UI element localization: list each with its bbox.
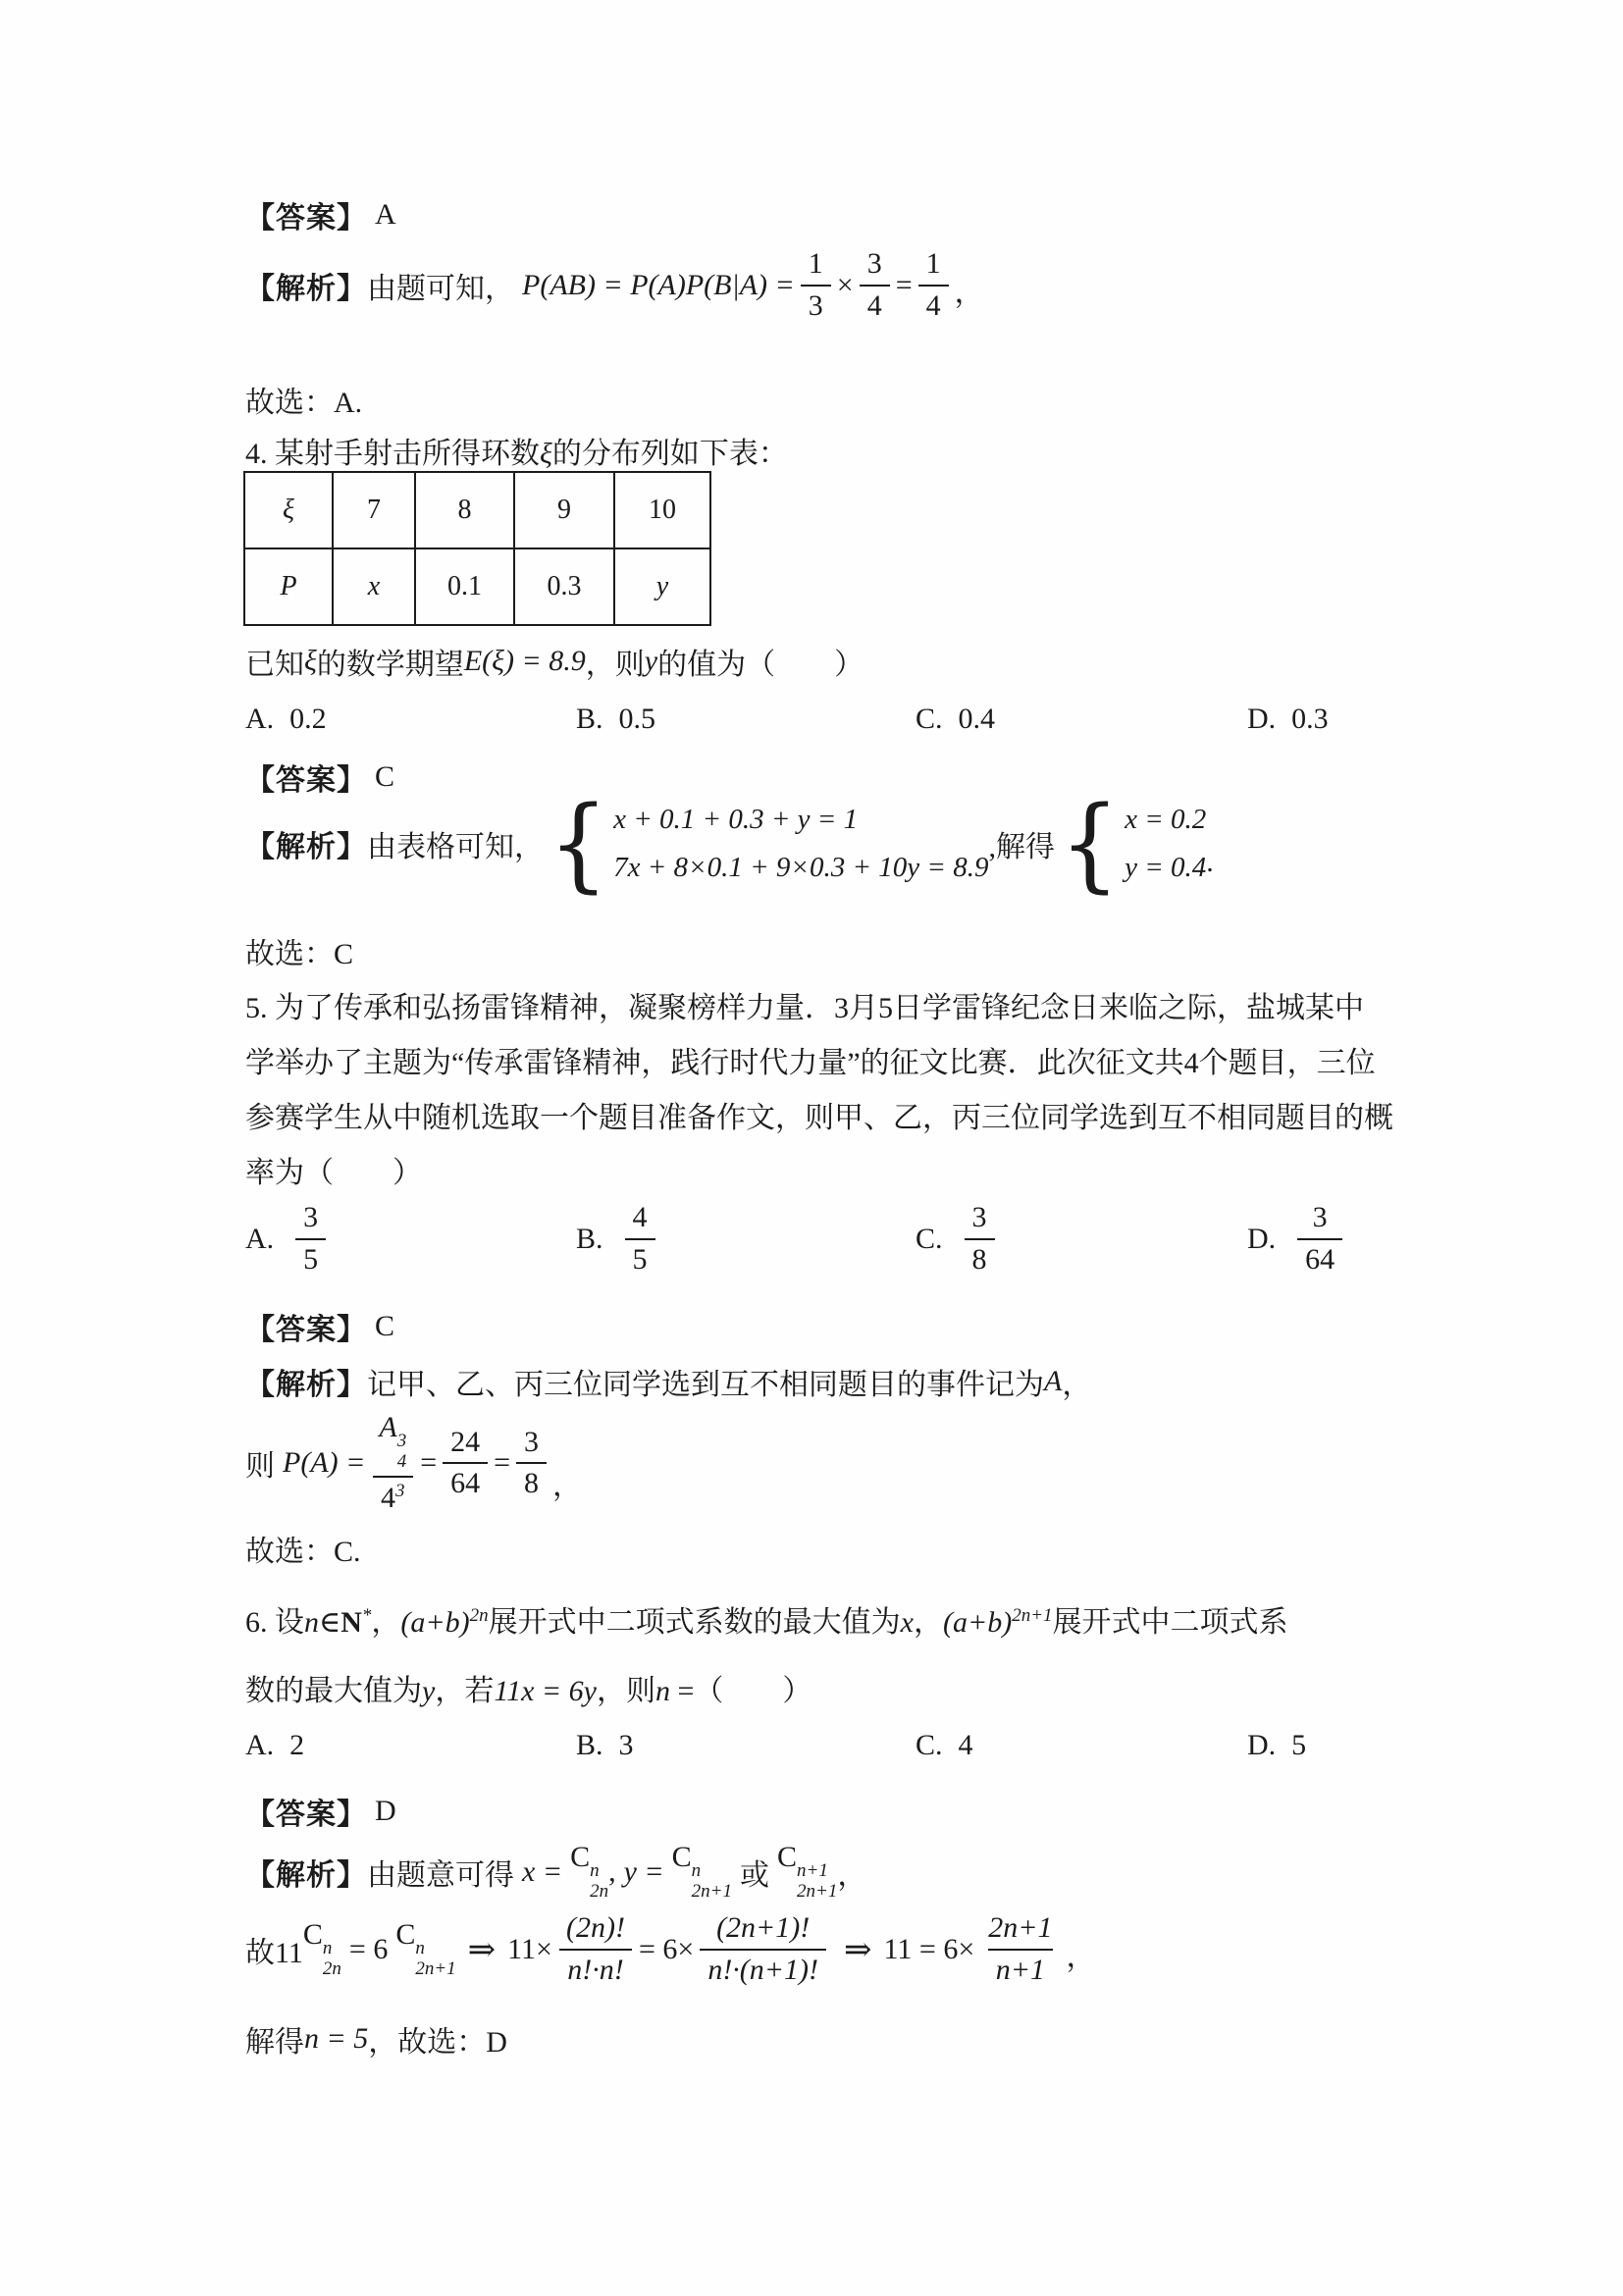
option-key: B.	[576, 1729, 603, 1761]
option-value: 0.3	[1291, 703, 1329, 735]
base: C	[570, 1841, 591, 1873]
table-cell: 7	[333, 472, 415, 548]
math-run: 11x = 6y	[494, 1675, 597, 1707]
solution-label: 【解析】	[245, 831, 367, 863]
text-run: 的分布列如下表：	[551, 438, 788, 470]
option-c	[916, 703, 995, 736]
text-run: 由题可知，	[367, 272, 514, 305]
math-run: E(ξ) = 8.9	[463, 645, 586, 677]
text-run: 由题意可得	[367, 1858, 514, 1892]
table-cell: ξ	[244, 472, 333, 548]
equals-sign: =	[494, 1446, 511, 1480]
answer-label: 【答案】	[245, 764, 367, 797]
table-row	[244, 548, 710, 625]
superscript: n	[415, 1938, 425, 1959]
option-key: A.	[245, 703, 275, 735]
text-run: 4. 某射手射击所得环数	[245, 438, 540, 470]
text-run: 已知	[245, 649, 304, 681]
math-run: x =	[522, 1854, 563, 1888]
option-value: 0.5	[618, 703, 656, 735]
fraction-numerator: (2n+1)!	[716, 1911, 811, 1944]
text-run: 6. 设	[245, 1606, 304, 1639]
paragraph-line: 参赛学生从中随机选取一个题目准备作文，则甲、乙，丙三位同学选到互不相同题目的概	[245, 1102, 1393, 1134]
math-run: 11×	[507, 1932, 552, 1965]
paragraph-line: 率为（ ）	[245, 1157, 422, 1189]
base: C	[671, 1841, 692, 1873]
option-value: 5	[1291, 1729, 1307, 1761]
implies-arrow: ⇒	[467, 1931, 497, 1968]
table-cell: x	[333, 548, 415, 625]
paragraph-line: 学举办了主题为“传承雷锋精神，践行时代力量”的征文比赛．此次征文共4个题目，三位	[245, 1047, 1376, 1079]
paragraph-line	[245, 1582, 1288, 1657]
text-run: 记甲、乙、丙三位同学选到互不相同题目的事件记为	[367, 1369, 1044, 1401]
fraction	[516, 1426, 547, 1501]
fraction-denominator: 64	[443, 1462, 488, 1501]
answer-label: 【答案】	[245, 1314, 367, 1346]
paragraph-line: 5. 为了传承和弘扬雷锋精神，凝聚榜样力量．3月5日学雷锋纪念日来临之际，盐城某中	[245, 992, 1364, 1024]
q4-conclusion: 故选：C	[245, 938, 354, 970]
option-value: 0.4	[958, 703, 996, 735]
q3-answer-line	[245, 193, 396, 236]
equals-sign: =	[895, 268, 913, 301]
fraction-numerator: 3	[303, 1201, 319, 1233]
equation: 7x + 8×0.1 + 9×0.3 + 10y = 8.9	[613, 852, 989, 883]
math-run: n = 5	[304, 2022, 369, 2055]
script-stack	[397, 1432, 407, 1473]
solution-label: 【解析】	[245, 1369, 367, 1401]
fraction-denominator: 64	[1297, 1238, 1342, 1278]
math-run: (a+b)	[942, 1606, 1013, 1639]
table-cell: 0.1	[415, 548, 514, 625]
option-d	[1247, 1201, 1348, 1277]
solution-label: 【解析】	[245, 272, 367, 305]
fraction	[918, 247, 949, 323]
math-run: x	[900, 1606, 914, 1639]
table-cell: 9	[514, 472, 614, 548]
fraction-denominator: 4	[860, 285, 890, 324]
math-run: y =	[623, 1854, 664, 1888]
answer-value: C	[375, 760, 395, 793]
fraction-denominator: 5	[295, 1238, 326, 1278]
table-cell: y	[614, 548, 710, 625]
option-value: 0.2	[289, 703, 327, 735]
math-run: y	[644, 645, 658, 677]
fraction-denominator: n!·(n+1)!	[700, 1949, 826, 1988]
script-stack	[415, 1939, 455, 1980]
base: C	[302, 1917, 323, 1951]
option-key: D.	[1247, 1222, 1277, 1255]
script-stack	[692, 1861, 732, 1903]
equals-sign: =	[420, 1446, 438, 1480]
fraction	[295, 1201, 326, 1277]
fraction	[443, 1426, 488, 1501]
base: 4	[381, 1482, 396, 1515]
option-a	[245, 703, 327, 736]
comma: ，	[954, 277, 984, 309]
q6-solution-intro	[245, 1841, 866, 1903]
text-run: 或	[739, 1858, 769, 1892]
fraction-numerator: 3	[1312, 1201, 1328, 1233]
text-run: ，若	[435, 1675, 495, 1707]
table-cell: 0.3	[514, 548, 614, 625]
equation: x + 0.1 + 0.3 + y = 1	[613, 804, 859, 835]
q5-stem	[245, 981, 1393, 1201]
fraction	[558, 1911, 633, 1987]
text-run: 解得	[245, 2026, 304, 2059]
fraction-denominator: 4	[918, 285, 949, 324]
answer-value: D	[375, 1795, 396, 1827]
q6-stem	[245, 1582, 1288, 1726]
q5-solution-formula	[245, 1411, 582, 1516]
option-key: C.	[916, 1729, 943, 1761]
superscript: *	[361, 1605, 372, 1626]
math-run: y	[422, 1675, 436, 1707]
option-key: A.	[245, 1222, 275, 1255]
subscript: 2n+1	[797, 1881, 838, 1903]
q6-conclusion	[245, 2017, 507, 2061]
fraction-denominator: n!·n!	[559, 1949, 631, 1988]
text-run: 展开式中二项式系数的最大值为	[488, 1606, 901, 1639]
q4-condition	[245, 640, 864, 683]
comma: ，	[1066, 1941, 1096, 1973]
fraction-denominator	[373, 1476, 413, 1516]
math-run: = 6×	[638, 1932, 695, 1965]
comma: ,	[608, 1854, 616, 1888]
math-run: ξ	[540, 438, 552, 470]
math-run: 11 = 6×	[883, 1932, 975, 1965]
fraction	[860, 247, 890, 323]
equation-system	[613, 804, 988, 884]
option-d	[1247, 1729, 1306, 1762]
text-run: 数的最大值为	[245, 1675, 422, 1707]
equation-system	[1125, 804, 1206, 884]
math-run: = 6	[348, 1932, 389, 1965]
q3-solution-line	[245, 247, 984, 323]
paragraph-line	[245, 1657, 1288, 1726]
fraction	[700, 1911, 826, 1987]
q5-solution-intro	[245, 1360, 1091, 1403]
superscript: 2n+1	[1012, 1605, 1053, 1626]
fraction-denominator: 5	[625, 1238, 655, 1278]
option-key: D.	[1247, 1729, 1277, 1761]
fraction-numerator: 3	[971, 1201, 987, 1233]
option-c	[916, 1729, 973, 1762]
subscript: 2n+1	[415, 1958, 456, 1980]
answer-value: A	[375, 198, 396, 231]
superscript: n+1	[797, 1860, 828, 1882]
option-a	[245, 1729, 304, 1762]
q4-solution-line	[245, 784, 1214, 904]
option-value: 2	[289, 1729, 305, 1761]
fraction	[980, 1911, 1060, 1987]
fraction	[1297, 1201, 1342, 1277]
q3-conclusion: 故选：A.	[245, 387, 363, 419]
base: C	[395, 1917, 416, 1951]
fraction	[965, 1201, 995, 1277]
option-b	[576, 1729, 634, 1762]
option-key: A.	[245, 1729, 275, 1761]
times-sign: ×	[836, 268, 854, 301]
fraction-numerator: 1	[925, 247, 941, 280]
table-cell: 8	[415, 472, 514, 548]
equation: x = 0.2	[1125, 804, 1207, 835]
fraction-numerator	[371, 1411, 414, 1476]
option-d	[1247, 703, 1329, 736]
option-a	[245, 1201, 332, 1277]
binomial-coefficient	[303, 1918, 341, 1980]
superscript: 2n	[469, 1605, 489, 1626]
q5-answer-line	[245, 1305, 394, 1348]
table-row	[244, 472, 710, 548]
script-stack	[323, 1939, 341, 1980]
binomial-coefficient	[395, 1918, 455, 1980]
fraction-denominator: 8	[516, 1462, 547, 1501]
math-run: N	[340, 1606, 362, 1639]
equation: y = 0.4	[1125, 852, 1207, 883]
math-run: (a+b)	[400, 1606, 470, 1639]
option-key: B.	[576, 703, 603, 735]
subscript: 4	[396, 1451, 407, 1473]
fraction-numerator: 1	[808, 247, 823, 280]
perm-base: A	[379, 1411, 397, 1443]
option-c	[916, 1201, 1001, 1277]
option-value: 3	[618, 1729, 634, 1761]
option-b	[576, 703, 655, 736]
fraction	[371, 1411, 414, 1516]
fraction-numerator: 3	[524, 1425, 540, 1458]
script-stack	[797, 1861, 837, 1903]
superscript: n	[691, 1860, 702, 1882]
superscript: 3	[395, 1481, 405, 1502]
fraction-denominator: n+1	[988, 1949, 1053, 1988]
fraction-numerator: 4	[632, 1201, 648, 1233]
text-run: ，则	[585, 649, 645, 681]
option-key: D.	[1247, 703, 1277, 735]
option-key: B.	[576, 1222, 603, 1255]
q5-conclusion: 故选：C.	[245, 1536, 361, 1568]
text-run: 展开式中二项式系	[1052, 1606, 1288, 1639]
q5-options	[245, 1201, 1384, 1291]
q6-options	[245, 1729, 1384, 1770]
answer-value: C	[375, 1310, 395, 1342]
binomial-coefficient	[777, 1841, 837, 1903]
text-run: 故11	[245, 1936, 303, 1969]
fraction-denominator: 3	[801, 285, 831, 324]
subscript: 2n	[322, 1958, 341, 1980]
text-run: ，	[913, 1606, 943, 1639]
math-run: P(AB) = P(A)P(B|A) =	[522, 268, 795, 301]
solution-label: 【解析】	[245, 1858, 367, 1892]
superscript: 3	[396, 1431, 407, 1452]
period: .	[1206, 846, 1214, 878]
text-run: ，则	[596, 1675, 655, 1707]
subscript: 2n	[590, 1881, 609, 1903]
answer-label: 【答案】	[245, 202, 367, 235]
implies-arrow: ⇒	[844, 1931, 872, 1968]
q4-options	[245, 703, 1384, 744]
text-run: ，故选：D	[368, 2026, 507, 2059]
math-run: A	[1044, 1365, 1063, 1397]
math-run: ξ	[304, 645, 317, 677]
q4-answer-line	[245, 756, 394, 799]
distribution-table	[243, 471, 711, 626]
table-cell: P	[244, 548, 333, 625]
option-value: 4	[958, 1729, 973, 1761]
option-key: C.	[916, 703, 943, 735]
fraction-denominator: 8	[965, 1238, 995, 1278]
q6-solution-formula	[245, 1911, 1096, 1987]
comma: ，	[837, 1858, 867, 1892]
fraction-numerator: 24	[450, 1425, 481, 1458]
comma: ，	[1062, 1369, 1092, 1401]
text-run: 由表格可知，	[367, 831, 544, 863]
script-stack	[590, 1861, 608, 1903]
binomial-coefficient	[672, 1841, 732, 1903]
q6-answer-line	[245, 1790, 396, 1833]
text-run: 则	[245, 1450, 275, 1484]
text-run: =（ ）	[669, 1675, 812, 1707]
subscript: 2n+1	[691, 1881, 732, 1903]
left-brace: {	[1060, 784, 1121, 904]
math-run: n∈	[304, 1606, 341, 1639]
text-run: 的值为（ ）	[657, 649, 864, 681]
text-run: ,解得	[988, 831, 1055, 863]
table-cell: 10	[614, 472, 710, 548]
fraction-numerator: (2n)!	[565, 1911, 625, 1944]
q4-stem	[245, 429, 788, 472]
fraction-numerator: 2n+1	[988, 1911, 1053, 1944]
option-key: C.	[916, 1222, 943, 1255]
fraction	[801, 247, 831, 323]
fraction-numerator: 3	[866, 247, 882, 280]
answer-label: 【答案】	[245, 1799, 367, 1831]
math-run: P(A) =	[283, 1446, 366, 1480]
binomial-coefficient	[570, 1841, 608, 1903]
superscript: n	[590, 1860, 600, 1882]
left-brace: {	[549, 784, 609, 904]
math-run: n	[654, 1675, 670, 1707]
base: C	[776, 1841, 797, 1873]
text-run: ，	[371, 1606, 401, 1639]
fraction	[625, 1201, 655, 1277]
superscript: n	[322, 1938, 333, 1959]
text-run: 的数学期望	[316, 649, 464, 681]
option-b	[576, 1201, 661, 1277]
comma: ，	[552, 1469, 583, 1502]
